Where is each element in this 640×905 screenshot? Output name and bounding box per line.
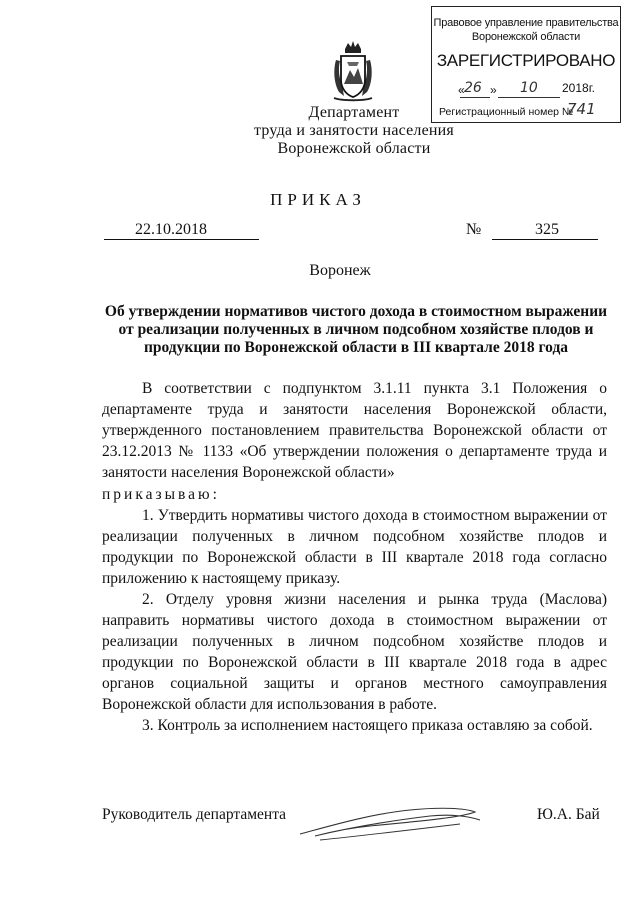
- stamp-registered-label: ЗАРЕГИСТРИРОВАНО: [436, 51, 616, 70]
- signatory-position: Руководитель департамента: [102, 806, 287, 823]
- stamp-reg-number-value: 741: [567, 100, 596, 118]
- number-underline: [492, 239, 598, 240]
- order-word: приказываю:: [102, 486, 220, 503]
- document-body: [102, 378, 607, 736]
- stamp-reg-number: Регистрационный номер № 741: [439, 100, 596, 118]
- stamp-year: 2018: [562, 81, 589, 95]
- stamp-month: 10: [520, 80, 538, 96]
- order-item-3: 3. Контроль за исполнением настоящего приказа оставляю за собой.: [142, 717, 593, 734]
- preamble-paragraph: В соответствии с подпунктом 3.1.11 пункта 3.1 Положения о департаменте труда и занятости населения Воронежской области, утвержденного постановлением правительства Воронежской области от 23.12.2013 № 1133 «Об утверждении положения о департаменте труда и занятости населения Воронежской области»: [102, 380, 607, 481]
- stamp-day: 26: [464, 80, 482, 96]
- number-sign: №: [466, 221, 482, 238]
- order-date: 22.10.2018: [135, 221, 207, 238]
- order-number: 325: [535, 221, 559, 238]
- order-item-2: 2. Отделу уровня жизни населения и рынка труда (Маслова) направить нормативы чистого дохода в стоимостном выражении от реализации полученных в личном подсобном хозяйстве плодов и продукции по Воронежской области в III квартале 2018 года в адрес органов социальной защиты и органов местного самоуправления Воронежской области для использования в работе.: [102, 591, 607, 713]
- department-name: Департамент труда и занятости населения Воронежской области: [254, 104, 454, 157]
- document-type: ПРИКАЗ: [270, 190, 366, 209]
- registration-stamp: Правовое управление правительства Воронежской области ЗАРЕГИСТРИРОВАНО « 26 » 10 2018г. Регистрационный номер № 741: [431, 6, 621, 123]
- signatory-name: Ю.А. Бай: [537, 806, 600, 823]
- document-title: Об утверждении нормативов чистого дохода в стоимостном выражении от реализации полученных в личном подсобном хозяйстве плодов и продукции по Воронежской области в III квартале 2018 года: [104, 303, 608, 356]
- date-underline: [104, 239, 259, 240]
- order-item-1: 1. Утвердить нормативы чистого дохода в стоимостном выражении от реализации полученных в личном подсобном хозяйстве плодов и продукции по Воронежской области в III квартале 2018 года согласно приложению к настоящему приказу.: [102, 507, 607, 587]
- handwritten-signature: [290, 796, 490, 846]
- city: Воронеж: [309, 262, 371, 279]
- coat-of-arms-icon: [330, 40, 376, 102]
- stamp-organization: Правовое управление правительства Воронежской области: [433, 17, 619, 43]
